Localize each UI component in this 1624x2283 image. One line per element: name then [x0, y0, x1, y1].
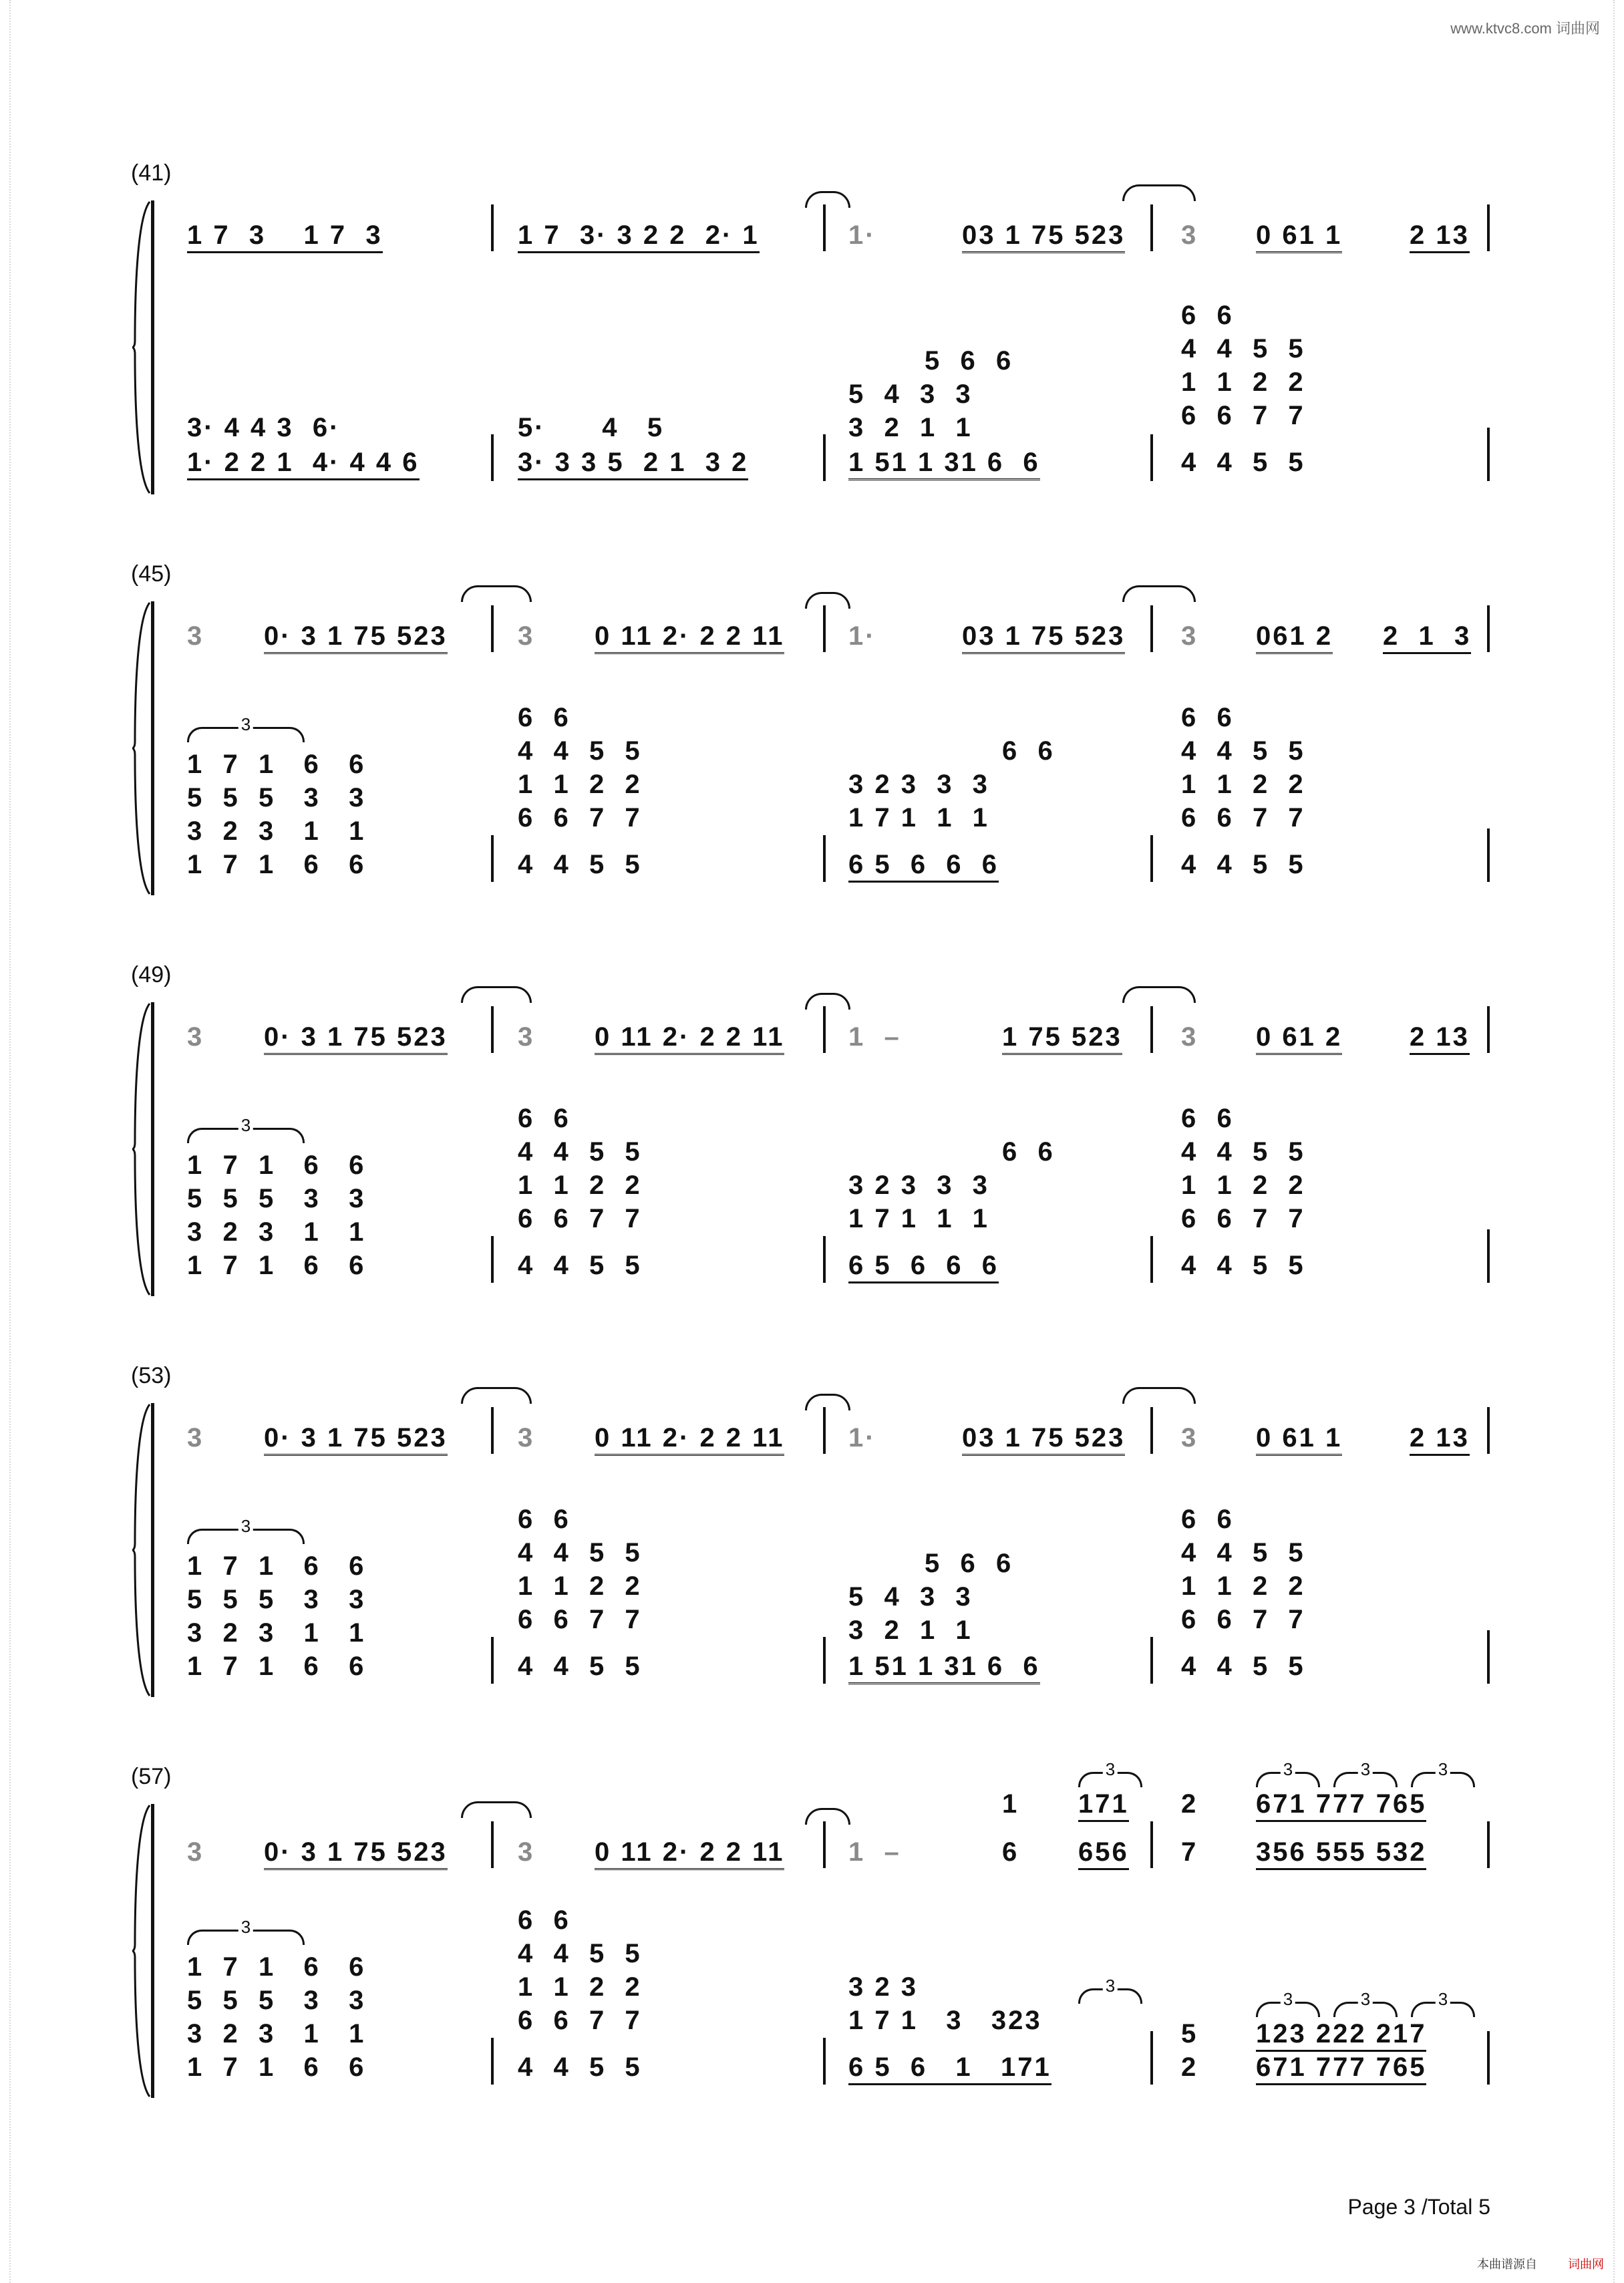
chord-row: 5 5 5 3 3	[187, 1986, 366, 2015]
chord-row: 3 2 3	[848, 1972, 918, 2002]
chord-row: 3 2 3 1 1	[187, 2019, 366, 2048]
barline	[1150, 1407, 1153, 1454]
chord-row: 6 6 7 7	[1181, 803, 1305, 832]
melody-notes: 0 11 2· 2 2 11	[595, 1839, 784, 1870]
system-line	[151, 200, 154, 494]
slur-arc	[1122, 986, 1196, 1003]
brace-icon	[131, 200, 151, 494]
chord-row: 1 7 1 6 6	[187, 1151, 366, 1180]
melody-notes: 0· 3 1 75 523	[264, 1839, 448, 1870]
chord-row: 6 6	[1181, 1104, 1234, 1133]
barline	[1487, 2031, 1490, 2085]
chord-row: 1 1 2 2	[1181, 1571, 1305, 1601]
bass-notes: 1 51 1 31 6 6	[848, 1653, 1040, 1684]
chord-row: 6 6 7 7	[518, 803, 642, 832]
chord-row: 123 222 217	[1256, 2020, 1426, 2052]
melody-notes: 0 61 2	[1256, 1024, 1342, 1055]
chord-row: 1 7 1 6 6	[187, 1652, 366, 1681]
chord-row: 3 2 1 1	[848, 413, 973, 442]
score-system-41	[0, 160, 1624, 561]
measure-number: (41)	[131, 160, 172, 186]
melody-notes: 0 61 1	[1256, 222, 1342, 253]
chord-row: 4 4 5 5	[518, 850, 642, 879]
melody-notes: 3	[187, 1423, 204, 1453]
header-site-label: www.ktvc8.com 词曲网	[1450, 20, 1600, 37]
melody-notes: 0· 3 1 75 523	[264, 1024, 448, 1055]
chord-row: 1 1 2 2	[518, 1972, 642, 2002]
chord-row: 3 2 3 1 1	[187, 1618, 366, 1648]
chord-row: 6 6	[518, 1906, 571, 1935]
barline	[823, 204, 826, 251]
triplet-bracket: 3	[187, 727, 305, 742]
triplet-bracket: 3	[1411, 1772, 1475, 1787]
melody-notes: 6	[1002, 1837, 1019, 1867]
chord-row: 4 4 5 5	[1181, 1652, 1305, 1681]
barline	[1150, 1236, 1153, 1283]
chord-row: 4 4 5 5	[518, 736, 642, 766]
barline	[1150, 204, 1153, 251]
melody-upper-notes: 171	[1078, 1791, 1129, 1822]
chord-row: 4 4 5 5	[518, 1652, 642, 1681]
slur-arc	[461, 1387, 532, 1404]
melody-notes: 3	[187, 621, 204, 651]
chord-row: 1 1 2 2	[518, 770, 642, 799]
chord-row: 3· 4 4 3 6·	[187, 413, 341, 442]
melody-notes: 656	[1078, 1839, 1129, 1870]
triplet-bracket: 3	[1411, 2002, 1475, 2017]
system-line	[151, 1804, 154, 2098]
melody-notes: 3	[518, 1423, 535, 1453]
triplet-bracket: 3	[1333, 2002, 1398, 2017]
tie-arc	[805, 191, 850, 208]
chord-row: 6 6	[1181, 703, 1234, 732]
brace-icon	[131, 601, 151, 895]
measure-number: (53)	[131, 1363, 172, 1388]
melody-notes: 0 11 2· 2 2 11	[595, 1024, 784, 1055]
chord-row: 1 7 1 6 6	[187, 850, 366, 879]
chord-row: 6 6	[518, 1104, 571, 1133]
chord-row: 6 6 7 7	[1181, 1204, 1305, 1233]
barline	[491, 204, 494, 251]
score-system-49	[0, 962, 1624, 1363]
melody-notes: 1 –	[848, 1022, 901, 1052]
melody-notes: 1 7 3· 3 2 2 2· 1	[518, 222, 760, 253]
chord-row: 5	[1181, 2019, 1198, 2048]
chord-row: 4 4 5 5	[518, 1251, 642, 1280]
chord-row: 4 4 5 5	[518, 1137, 642, 1167]
bass-notes: 1· 2 2 1 4· 4 4 6	[187, 449, 420, 480]
chord-row: 5 5 5 3 3	[187, 1184, 366, 1213]
triplet-bracket: 3	[187, 1930, 305, 1945]
melody-upper-notes: 1	[1002, 1789, 1019, 1819]
slur-arc	[461, 1801, 532, 1818]
page-indicator: Page 3 /Total 5	[1347, 2195, 1490, 2219]
slur-arc	[1122, 1387, 1196, 1404]
chord-row: 5 6 6	[925, 346, 1013, 375]
chord-row: 3 2 3 3 3	[848, 770, 989, 799]
barline	[1487, 1407, 1490, 1454]
barline	[823, 605, 826, 652]
chord-row: 4 4 5 5	[1181, 1538, 1305, 1567]
melody-notes: 0 11 2· 2 2 11	[595, 623, 784, 654]
barline	[1487, 204, 1490, 251]
chord-row: 1 7 1 1 1	[848, 1204, 989, 1233]
chord-row: 1 1 2 2	[1181, 367, 1305, 397]
melody-notes: 2 13	[1410, 222, 1470, 253]
system-line	[151, 1403, 154, 1697]
melody-notes: 2 13	[1410, 1024, 1470, 1055]
chord-row: 6 6	[518, 703, 571, 732]
melody-notes: 2 13	[1410, 1424, 1470, 1456]
barline	[491, 835, 494, 882]
barline	[491, 1821, 494, 1868]
barline	[1150, 605, 1153, 652]
tie-arc	[805, 1808, 850, 1825]
barline	[823, 2038, 826, 2085]
barline	[491, 1407, 494, 1454]
bass-notes: 6 5 6 1 171	[848, 2054, 1051, 2085]
melody-notes: 1 75 523	[1002, 1024, 1122, 1055]
brace-icon	[131, 1002, 151, 1296]
barline	[823, 835, 826, 882]
chord-row: 6 6 7 7	[518, 1204, 642, 1233]
score-system-45	[0, 561, 1624, 962]
system-line	[151, 601, 154, 895]
slur-arc	[1122, 184, 1196, 201]
chord-row: 4 4 5 5	[1181, 736, 1305, 766]
triplet-bracket: 3	[1256, 2002, 1320, 2017]
chord-row: 6 6 7 7	[518, 2006, 642, 2035]
chord-row: 3 2 1 1	[848, 1616, 973, 1645]
score-system-57	[0, 1759, 1624, 2165]
barline	[1150, 1006, 1153, 1053]
tie-arc	[805, 592, 850, 609]
barline	[1150, 434, 1153, 481]
melody-notes: 3	[1181, 1423, 1198, 1453]
barline	[491, 1637, 494, 1684]
brace-icon	[131, 1804, 151, 2098]
chord-row: 2	[1181, 2052, 1198, 2082]
system-line	[151, 1002, 154, 1296]
chord-row: 3 2 3 3 3	[848, 1171, 989, 1200]
chord-row: 1 7 1 6 6	[187, 1251, 366, 1280]
melody-notes: 0 61 1	[1256, 1424, 1342, 1456]
barline	[1487, 1229, 1490, 1283]
barline	[823, 1637, 826, 1684]
barline	[491, 1006, 494, 1053]
measure-number: (49)	[131, 962, 172, 987]
measure-number: (57)	[131, 1764, 172, 1789]
barline	[491, 605, 494, 652]
barline	[1150, 2031, 1153, 2085]
triplet-bracket: 3	[1256, 1772, 1320, 1787]
chord-row: 4 4 5 5	[1181, 1137, 1305, 1167]
chord-row: 1 1 2 2	[1181, 1171, 1305, 1200]
melody-notes: 3	[187, 1837, 204, 1867]
chord-row: 5 6 6	[925, 1549, 1013, 1578]
chord-row: 5 5 5 3 3	[187, 783, 366, 812]
bass-notes: 671 777 765	[1256, 2054, 1426, 2085]
chord-row: 1 7 1 6 6	[187, 2052, 366, 2082]
barline	[823, 1821, 826, 1868]
barline	[1487, 605, 1490, 652]
chord-row: 4 4 5 5	[518, 1939, 642, 1968]
barline	[823, 1236, 826, 1283]
chord-row: 6 6	[1002, 1137, 1055, 1167]
chord-row: 5 4 3 3	[848, 379, 973, 409]
chord-row: 4 4 5 5	[1181, 334, 1305, 363]
melody-notes: 3	[187, 1022, 204, 1052]
melody-notes: 0· 3 1 75 523	[264, 1424, 448, 1456]
melody-notes: 3	[518, 1022, 535, 1052]
score-system-53	[0, 1363, 1624, 1764]
chord-row: 1 7 1 6 6	[187, 750, 366, 779]
tie-arc	[805, 993, 850, 1010]
melody-notes: 03 1 75 523	[962, 623, 1125, 654]
melody-notes: 1·	[848, 220, 876, 250]
melody-notes: 3	[1181, 621, 1198, 651]
brace-icon	[131, 1403, 151, 1697]
chord-row: 6 6	[1181, 301, 1234, 330]
chord-row: 4 4 5 5	[518, 1538, 642, 1567]
triplet-bracket: 3	[187, 1128, 305, 1143]
melody-notes: 2 1 3	[1383, 623, 1471, 654]
bass-notes: 6 5 6 6 6	[848, 1252, 999, 1283]
slur-arc	[461, 986, 532, 1003]
bass-notes: 4 4 5 5	[1181, 448, 1305, 477]
melody-notes: 3	[1181, 220, 1198, 250]
melody-notes: 7	[1181, 1837, 1198, 1867]
chord-row: 1 1 2 2	[518, 1571, 642, 1601]
melody-notes: 1 –	[848, 1837, 901, 1867]
chord-row: 3 2 3 1 1	[187, 1217, 366, 1247]
triplet-bracket: 3	[187, 1529, 305, 1544]
melody-notes: 3	[518, 1837, 535, 1867]
chord-row: 4 4 5 5	[1181, 850, 1305, 879]
barline	[823, 1006, 826, 1053]
slur-arc	[461, 585, 532, 602]
melody-notes: 1·	[848, 1423, 876, 1453]
barline	[1487, 828, 1490, 882]
barline	[1150, 1821, 1153, 1868]
chord-row: 1 1 2 2	[518, 1171, 642, 1200]
barline	[1150, 835, 1153, 882]
chord-row: 1 7 1 3 323	[848, 2006, 1042, 2035]
chord-row: 1 7 1 1 1	[848, 803, 989, 832]
melody-notes: 356 555 532	[1256, 1839, 1426, 1870]
measure-number: (45)	[131, 561, 172, 587]
barline	[1150, 1637, 1153, 1684]
barline	[491, 434, 494, 481]
tie-arc	[805, 1394, 850, 1410]
barline	[823, 1407, 826, 1454]
triplet-bracket: 3	[1333, 1772, 1398, 1787]
triplet-bracket: 3	[1078, 1988, 1142, 2004]
melody-notes: 3	[1181, 1022, 1198, 1052]
barline	[1487, 428, 1490, 481]
barline	[1487, 1630, 1490, 1684]
barline	[491, 2038, 494, 2085]
chord-row: 1 1 2 2	[1181, 770, 1305, 799]
chord-row: 6 6	[1002, 736, 1055, 766]
melody-notes: 3	[518, 621, 535, 651]
melody-notes: 0· 3 1 75 523	[264, 623, 448, 654]
barline	[491, 1236, 494, 1283]
footer-brand-label: 词曲网	[1568, 2258, 1604, 2271]
bass-notes: 6 5 6 6 6	[848, 851, 999, 883]
chord-row: 6 6 7 7	[518, 1605, 642, 1634]
melody-notes: 03 1 75 523	[962, 1424, 1125, 1456]
chord-row: 6 6	[1181, 1505, 1234, 1534]
chord-row: 3 2 3 1 1	[187, 816, 366, 846]
barline	[1487, 1821, 1490, 1868]
chord-row: 6 6 7 7	[1181, 1605, 1305, 1634]
chord-row: 6 6	[518, 1505, 571, 1534]
melody-notes: 1·	[848, 621, 876, 651]
chord-row: 4 4 5 5	[518, 2052, 642, 2082]
melody-notes: 061 2	[1256, 623, 1333, 654]
chord-row: 4 4 5 5	[1181, 1251, 1305, 1280]
chord-row: 1 7 1 6 6	[187, 1952, 366, 1982]
melody-notes: 0 11 2· 2 2 11	[595, 1424, 784, 1456]
melody-upper-notes: 2	[1181, 1789, 1198, 1819]
barline	[823, 434, 826, 481]
chord-row: 6 6 7 7	[1181, 401, 1305, 430]
bass-notes: 1 51 1 31 6 6	[848, 449, 1040, 480]
triplet-bracket: 3	[1078, 1772, 1142, 1787]
bass-notes: 3· 3 3 5 2 1 3 2	[518, 449, 748, 480]
chord-row: 5· 4 5	[518, 413, 665, 442]
chord-row: 5 4 3 3	[848, 1582, 973, 1612]
melody-notes: 03 1 75 523	[962, 222, 1125, 253]
chord-row: 1 7 1 6 6	[187, 1551, 366, 1581]
barline	[1487, 1006, 1490, 1053]
chord-row: 5 5 5 3 3	[187, 1585, 366, 1614]
melody-upper-notes: 671 777 765	[1256, 1791, 1426, 1822]
melody-notes: 1 7 3 1 7 3	[187, 222, 383, 253]
slur-arc	[1122, 585, 1196, 602]
footer-source-label: 本曲谱源自	[1477, 2258, 1537, 2271]
